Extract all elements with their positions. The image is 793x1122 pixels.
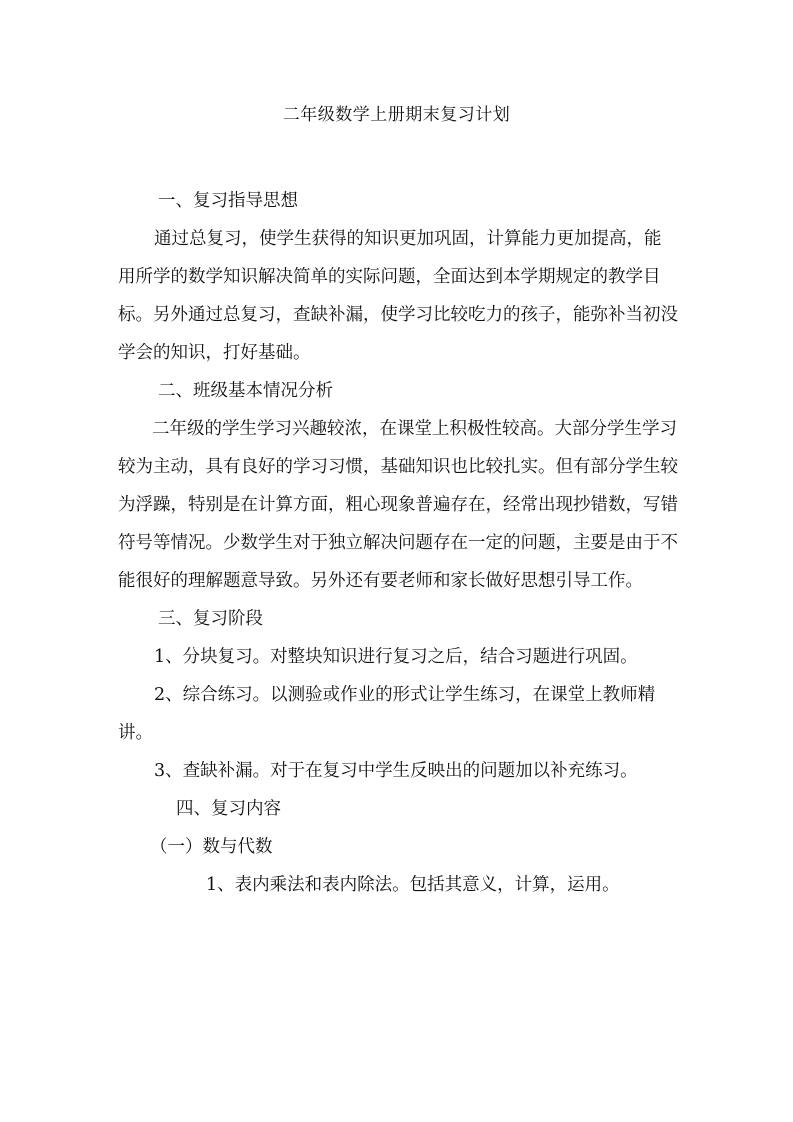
review-content-item-1: 1、表内乘法和表内除法。包括其意义，计算，运用。 bbox=[206, 875, 620, 895]
section-heading-guiding-idea: 一、复习指导思想 bbox=[158, 191, 298, 211]
subsection-heading-numbers-algebra: （一）数与代数 bbox=[150, 837, 273, 857]
document-body bbox=[118, 182, 678, 904]
review-stage-item-1: 1、分块复习。对整块知识进行复习之后，结合习题进行巩固。 bbox=[154, 647, 638, 667]
paragraph-guiding-idea: 通过总复习，使学生获得的知识更加巩固，计算能力更加提高，能用所学的数学知识解决简单的实际问题，全面达到本学期规定的教学目标。另外通过总复习，查缺补漏，使学习比较吃力的孩子，能弥补当初没学会的知识，打好基础。 bbox=[118, 229, 678, 363]
paragraph-class-analysis: 二年级的学生学习兴趣较浓，在课堂上积极性较高。大部分学生学习较为主动，具有良好的学习习惯，基础知识也比较扎实。但有部分学生较为浮躁，特别是在计算方面，粗心现象普遍存在，经常出现抄错数，写错符号等情况。少数学生对于独立解决问题存在一定的问题，主要是由于不能很好的理解题意导致。另外还有要老师和家长做好思想引导工作。 bbox=[118, 419, 678, 591]
review-stage-item-3: 3、查缺补漏。对于在复习中学生反映出的问题加以补充练习。 bbox=[154, 761, 638, 781]
document-title: 二年级数学上册期末复习计划 bbox=[282, 105, 511, 125]
section-heading-class-analysis: 二、班级基本情况分析 bbox=[158, 381, 333, 401]
section-heading-review-stages: 三、复习阶段 bbox=[158, 609, 263, 629]
section-heading-review-content: 四、复习内容 bbox=[176, 799, 281, 819]
review-stage-item-2: 2、综合练习。以测验或作业的形式让学生练习，在课堂上教师精讲。 bbox=[118, 685, 656, 743]
